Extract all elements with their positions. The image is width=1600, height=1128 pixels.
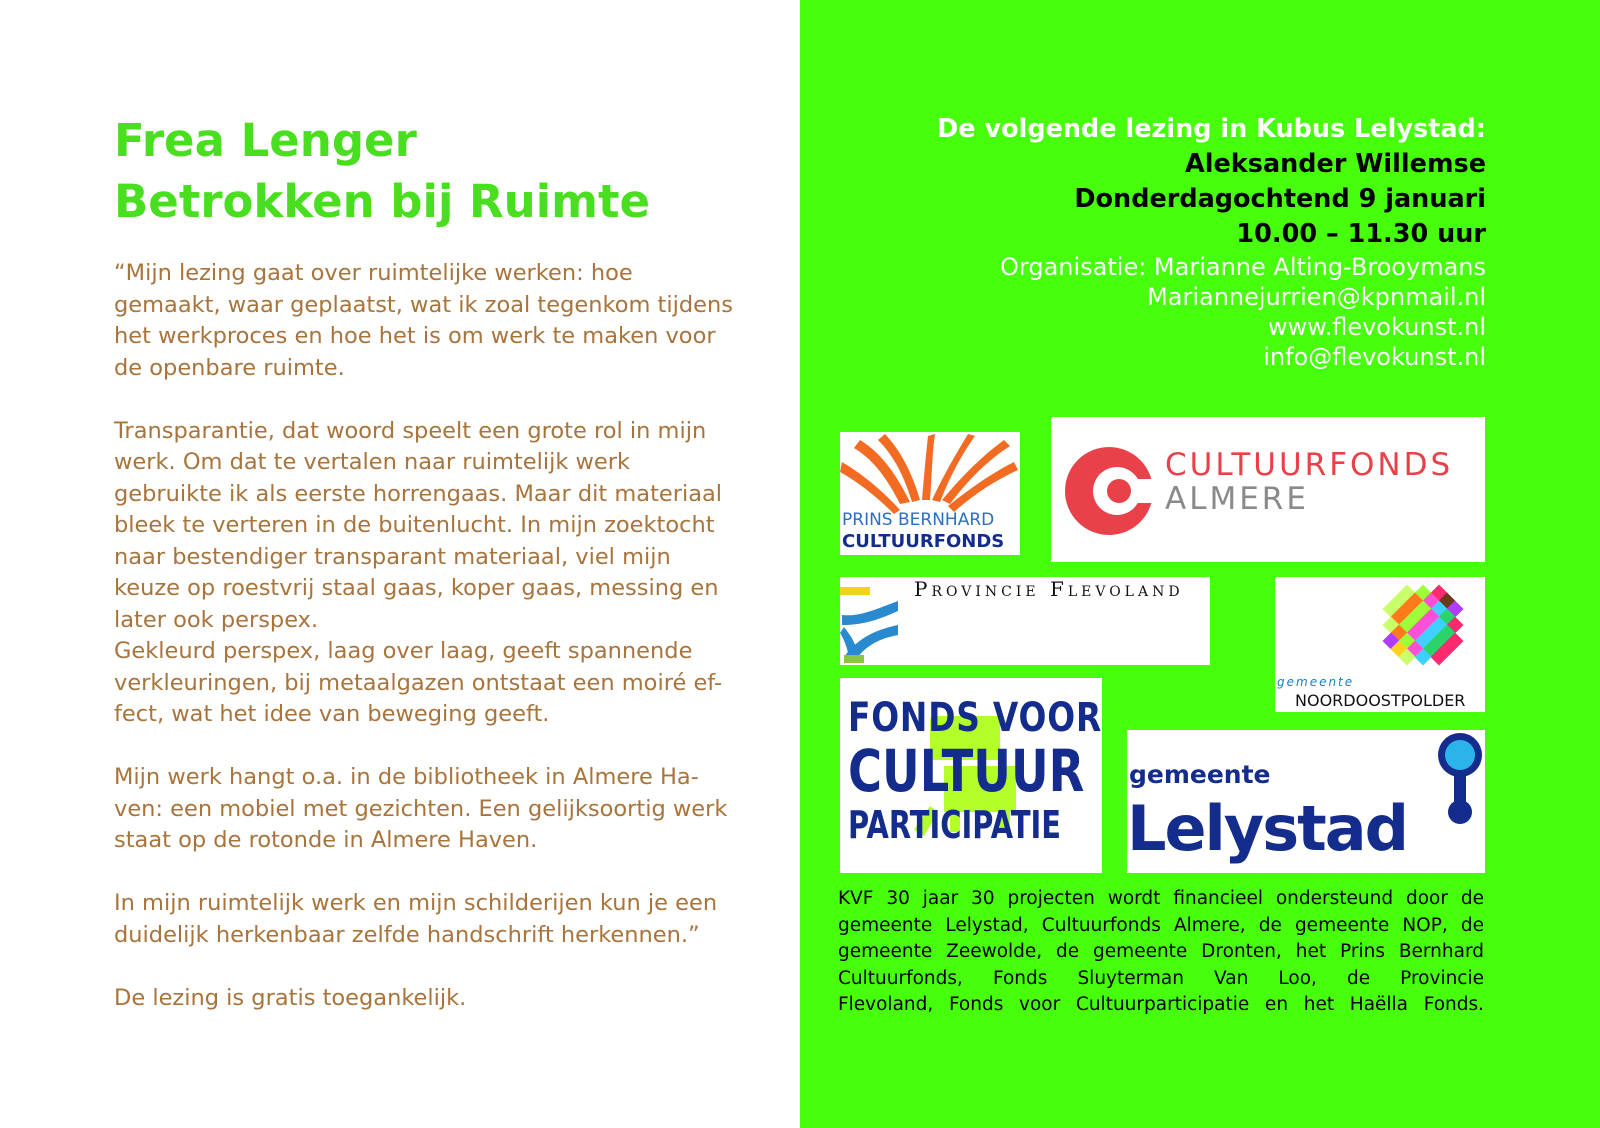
prins-bernhard-line1: PRINS BERNHARD	[842, 510, 995, 530]
paragraph-line: duidelijk herkenbaar zelfde handschrift herkennen.”	[114, 921, 700, 948]
speaker-name: Aleksander Willemse	[1185, 149, 1486, 179]
paragraph	[114, 762, 754, 857]
noordoostpolder-line2: NOORDOOSTPOLDER	[1295, 691, 1466, 710]
paragraph-line: verkleuringen, bij metaalgazen ontstaat een moiré ef-	[114, 669, 723, 696]
lelystad-line2: Lelystad	[1127, 792, 1407, 865]
footnote-line: KVF 30 jaar 30 projecten wordt financieel ondersteund door de	[838, 888, 1484, 909]
flevoland-swoosh-icon	[840, 577, 904, 665]
lecture-description	[114, 258, 754, 1046]
paragraph	[114, 888, 754, 951]
paragraph	[114, 416, 754, 731]
footnote-line: gemeente Lelystad, Cultuurfonds Almere, de gemeente NOP, de	[838, 914, 1484, 936]
fcp-line1: FONDS VOOR	[848, 695, 1102, 741]
paragraph-line: werk. Om dat te vertalen naar ruimtelijk werk	[114, 449, 631, 475]
paragraph-line: De lezing is gratis toegankelijk.	[114, 984, 467, 1011]
paragraph-line: bleek te verteren in de buitenlucht. In mijn zoektocht	[114, 512, 715, 538]
paragraph-line: later ook perspex.	[114, 606, 319, 633]
sponsor-footnote	[838, 886, 1484, 1019]
paragraph-line: Mijn werk hangt o.a. in de bibliotheek in Almere Ha-	[114, 764, 699, 790]
provincie-flevoland-logo	[840, 577, 1210, 665]
paragraph-line: “Mijn lezing gaat over ruimtelijke werken: hoe	[114, 260, 633, 286]
footnote-line: Cultuurfonds, Fonds Sluyterman Van Loo, de Provincie	[838, 967, 1484, 989]
info-email[interactable]: info@flevokunst.nl	[1263, 343, 1486, 371]
contact-email[interactable]: Mariannejurrien@kpnmail.nl	[1147, 283, 1486, 311]
paragraph-line: staat op de rotonde in Almere Haven.	[114, 827, 538, 853]
fcp-line2: CULTUUR	[848, 737, 1085, 805]
lelystad-line1: gemeente	[1129, 760, 1271, 789]
mosaic-icon	[1363, 577, 1483, 677]
prins-bernhard-cultuurfonds-logo	[840, 432, 1020, 555]
paragraph-line: gemaakt, waar geplaatst, wat ik zoal tegenkom tijdens	[114, 291, 733, 318]
almere-line1: CULTUURFONDS	[1165, 447, 1454, 483]
prins-bernhard-line2: CULTUURFONDS	[842, 531, 1005, 552]
paragraph-line: het werkproces en hoe het is om werk te maken voor	[114, 323, 716, 349]
next-lecture-heading: De volgende lezing in Kubus Lelystad:	[937, 114, 1486, 144]
next-lecture-info	[937, 112, 1486, 372]
title-line-1: Frea Lenger	[114, 114, 417, 167]
noordoostpolder-logo	[1275, 577, 1485, 712]
lecture-date: Donderdagochtend 9 januari	[1074, 184, 1486, 214]
footnote-line: gemeente Zeewolde, de gemeente Dronten, het Prins Bernhard	[838, 941, 1484, 963]
noordoostpolder-line1: gemeente	[1277, 675, 1355, 689]
fcp-line3: PARTICIPATIE	[848, 803, 1061, 847]
cultuurfonds-almere-logo	[1051, 417, 1485, 562]
footnote-line: Flevoland, Fonds voor Cultuurparticipatie en het Haëlla Fonds.	[838, 994, 1484, 1016]
gemeente-lelystad-logo	[1127, 730, 1485, 873]
provincie-text: Provincie Flevoland	[914, 577, 1184, 601]
paragraph-line: In mijn ruimtelijk werk en mijn schilderijen kun je een	[114, 890, 718, 916]
paragraph	[114, 983, 754, 1015]
paragraph-line: naar bestendiger transparant materiaal, viel mijn	[114, 543, 671, 570]
lecture-time: 10.00 – 11.30 uur	[1236, 219, 1486, 249]
paragraph-line: Transparantie, dat woord speelt een grote rol in mijn	[114, 417, 707, 444]
paragraph-line: Gekleurd perspex, laag over laag, geeft spannende	[114, 638, 693, 664]
lelystad-pin-icon	[1435, 730, 1485, 830]
paragraph-line: fect, wat het idee van beweging geeft.	[114, 701, 550, 727]
paragraph-line: keuze op roestvrij staal gaas, koper gaas, messing en	[114, 575, 719, 601]
page-title	[114, 110, 650, 232]
almere-line2: ALMERE	[1165, 481, 1309, 517]
website-link[interactable]: www.flevokunst.nl	[1267, 313, 1486, 341]
paragraph	[114, 258, 754, 384]
paragraph-line: gebruikte ik als eerste horrengaas. Maar dit materiaal	[114, 480, 723, 507]
organisation: Organisatie: Marianne Alting-Brooymans	[1000, 253, 1486, 281]
fonds-cultuurparticipatie-logo	[840, 678, 1102, 873]
paragraph-line: ven: een mobiel met gezichten. Een gelijksoortig werk	[114, 795, 728, 822]
title-line-2: Betrokken bij Ruimte	[114, 175, 651, 228]
paragraph-line: de openbare ruimte.	[114, 354, 345, 381]
